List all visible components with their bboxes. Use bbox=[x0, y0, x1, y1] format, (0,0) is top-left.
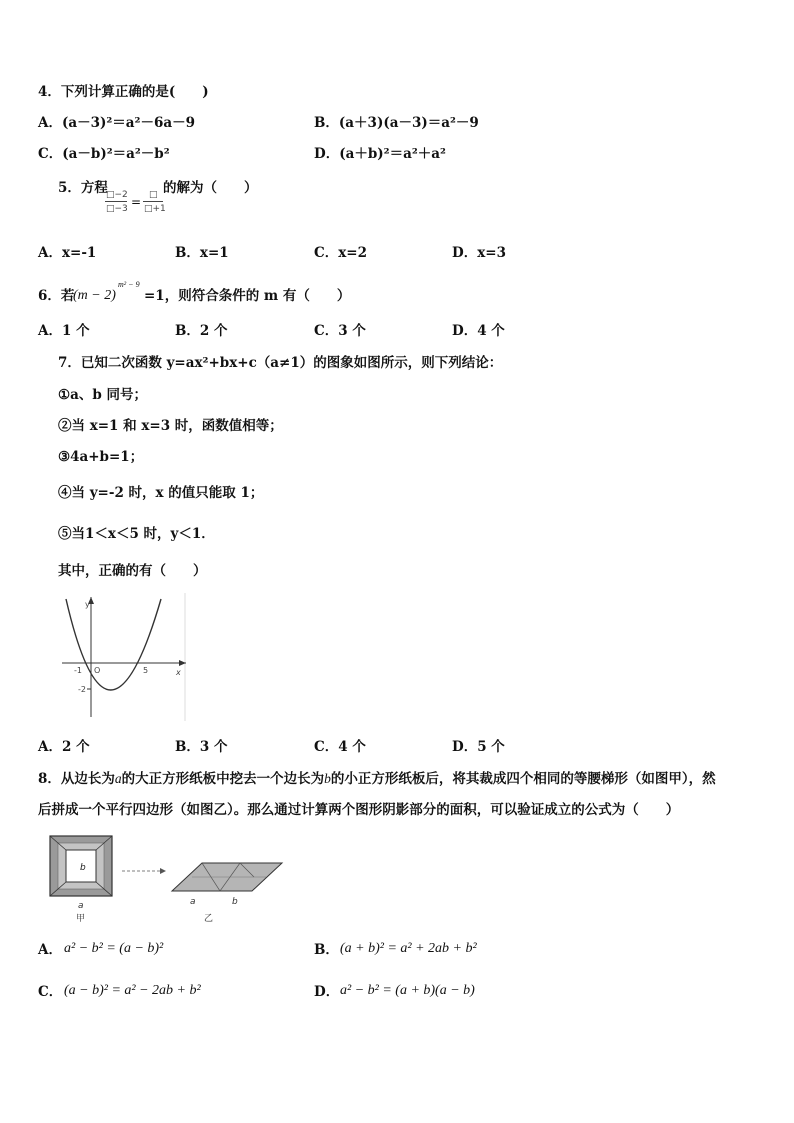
q5-frac1-numerator: □−2 bbox=[106, 190, 128, 200]
q8-line1-part-c: 的小正方形纸板后，将其裁成四个相同的等腰梯形（如图甲），然 bbox=[330, 771, 716, 787]
q6-option-c[interactable]: C．3 个 bbox=[314, 323, 366, 339]
q6-option-a[interactable]: A．1 个 bbox=[38, 323, 90, 339]
q8-figures bbox=[44, 833, 288, 925]
q7-statement-2: ②当 x=1 和 x=3 时，函数值相等； bbox=[58, 418, 283, 434]
q6-suffix: =1，则符合条件的 m 有（ ） bbox=[144, 288, 351, 304]
x-tick-label-5: 5 bbox=[143, 666, 149, 675]
q8-line1-part-a: 8．从边长为 bbox=[38, 771, 115, 787]
q7-option-c[interactable]: C．4 个 bbox=[314, 739, 366, 755]
q5-frac1-denominator: □−3 bbox=[106, 204, 128, 214]
yi-b-label: b bbox=[232, 897, 238, 907]
q5-option-a[interactable]: A．x=-1 bbox=[38, 245, 97, 261]
q5-option-b[interactable]: B．x=1 bbox=[175, 245, 229, 261]
q8-option-b-expr[interactable]: (a + b)² = a² + 2ab + b² bbox=[340, 941, 477, 956]
q8-option-c-expr[interactable]: (a − b)² = a² − 2ab + b² bbox=[64, 983, 201, 998]
q8-line1-part-b: 的大正方形纸板中挖去一个边长为 bbox=[121, 771, 325, 787]
q5-prefix: 5．方程 bbox=[58, 180, 108, 196]
q8-option-d-expr[interactable]: a² − b² = (a + b)(a − b) bbox=[340, 983, 475, 998]
q7-statement-5: ⑤当1＜x＜5 时，y＜1． bbox=[58, 526, 215, 542]
q8-option-c-label[interactable]: C． bbox=[38, 984, 63, 1000]
q8-line1 bbox=[38, 770, 716, 788]
q8-option-a-expr[interactable]: a² − b² = (a − b)² bbox=[64, 941, 164, 956]
q8-option-a-label[interactable]: A． bbox=[38, 942, 62, 958]
q6-option-d[interactable]: D．4 个 bbox=[452, 323, 505, 339]
q7-statement-1: ①a、b 同号； bbox=[58, 387, 147, 403]
y-axis-label: y bbox=[85, 600, 90, 609]
q4-option-b[interactable]: B．(a＋3)(a－3)＝a²－9 bbox=[314, 115, 479, 131]
q8-var-a: a bbox=[114, 771, 122, 786]
q8-option-b-label[interactable]: B． bbox=[314, 942, 339, 958]
q5-frac1-bar bbox=[105, 201, 127, 202]
q6-base: (m − 2) bbox=[73, 288, 116, 303]
q4-option-d[interactable]: D．(a＋b)²＝a²＋a² bbox=[314, 146, 446, 162]
q8-var-b: b bbox=[324, 771, 331, 786]
q7-parabola-graph bbox=[58, 593, 190, 721]
jia-caption: 甲 bbox=[76, 914, 86, 924]
q7-option-a[interactable]: A．2 个 bbox=[38, 739, 90, 755]
yi-a-label: a bbox=[190, 897, 196, 907]
q4-stem: 4．下列计算正确的是( ) bbox=[38, 84, 209, 100]
q7-statement-3: ③4a+b=1； bbox=[58, 449, 144, 465]
right-arrow-icon bbox=[160, 868, 166, 874]
y-tick-label-neg2: -2 bbox=[78, 685, 86, 694]
yi-caption: 乙 bbox=[204, 914, 214, 924]
q5-option-c[interactable]: C．x=2 bbox=[314, 245, 367, 261]
q6-exponent: m² − 9 bbox=[118, 280, 140, 289]
x-tick-label-neg1: -1 bbox=[74, 666, 82, 675]
x-axis-label: x bbox=[176, 668, 181, 677]
q7-option-d[interactable]: D．5 个 bbox=[452, 739, 505, 755]
q5-option-d[interactable]: D．x=3 bbox=[452, 245, 506, 261]
jia-a-label: a bbox=[78, 901, 84, 911]
jia-b-label: b bbox=[80, 863, 86, 873]
q5-equals: = bbox=[131, 195, 142, 209]
q7-statement-4: ④当 y=-2 时，x 的值只能取 1； bbox=[58, 485, 264, 501]
q7-option-b[interactable]: B．3 个 bbox=[175, 739, 228, 755]
q5-frac2-bar bbox=[143, 201, 163, 202]
origin-label: O bbox=[94, 666, 101, 675]
q4-option-a[interactable]: A．(a－3)²＝a²－6a－9 bbox=[38, 115, 195, 131]
q6-prefix: 6．若 bbox=[38, 288, 75, 304]
q5-frac2-denominator: □+1 bbox=[144, 204, 166, 214]
parabola-curve bbox=[66, 599, 161, 690]
q8-option-d-label[interactable]: D． bbox=[314, 984, 340, 1000]
q5-frac2-numerator: □ bbox=[149, 190, 158, 200]
q5-suffix: 的解为（ ） bbox=[163, 180, 258, 196]
q7-stem: 7．已知二次函数 y=ax²+bx+c（a≠1）的图象如图所示，则下列结论： bbox=[58, 355, 503, 371]
q4-option-c[interactable]: C．(a－b)²＝a²－b² bbox=[38, 146, 170, 162]
q8-line2: 后拼成一个平行四边形（如图乙）。那么通过计算两个图形阴影部分的面积，可以验证成立的公式为（ ） bbox=[38, 802, 680, 818]
q6-option-b[interactable]: B．2 个 bbox=[175, 323, 228, 339]
q7-question: 其中，正确的有（ ） bbox=[58, 563, 207, 579]
